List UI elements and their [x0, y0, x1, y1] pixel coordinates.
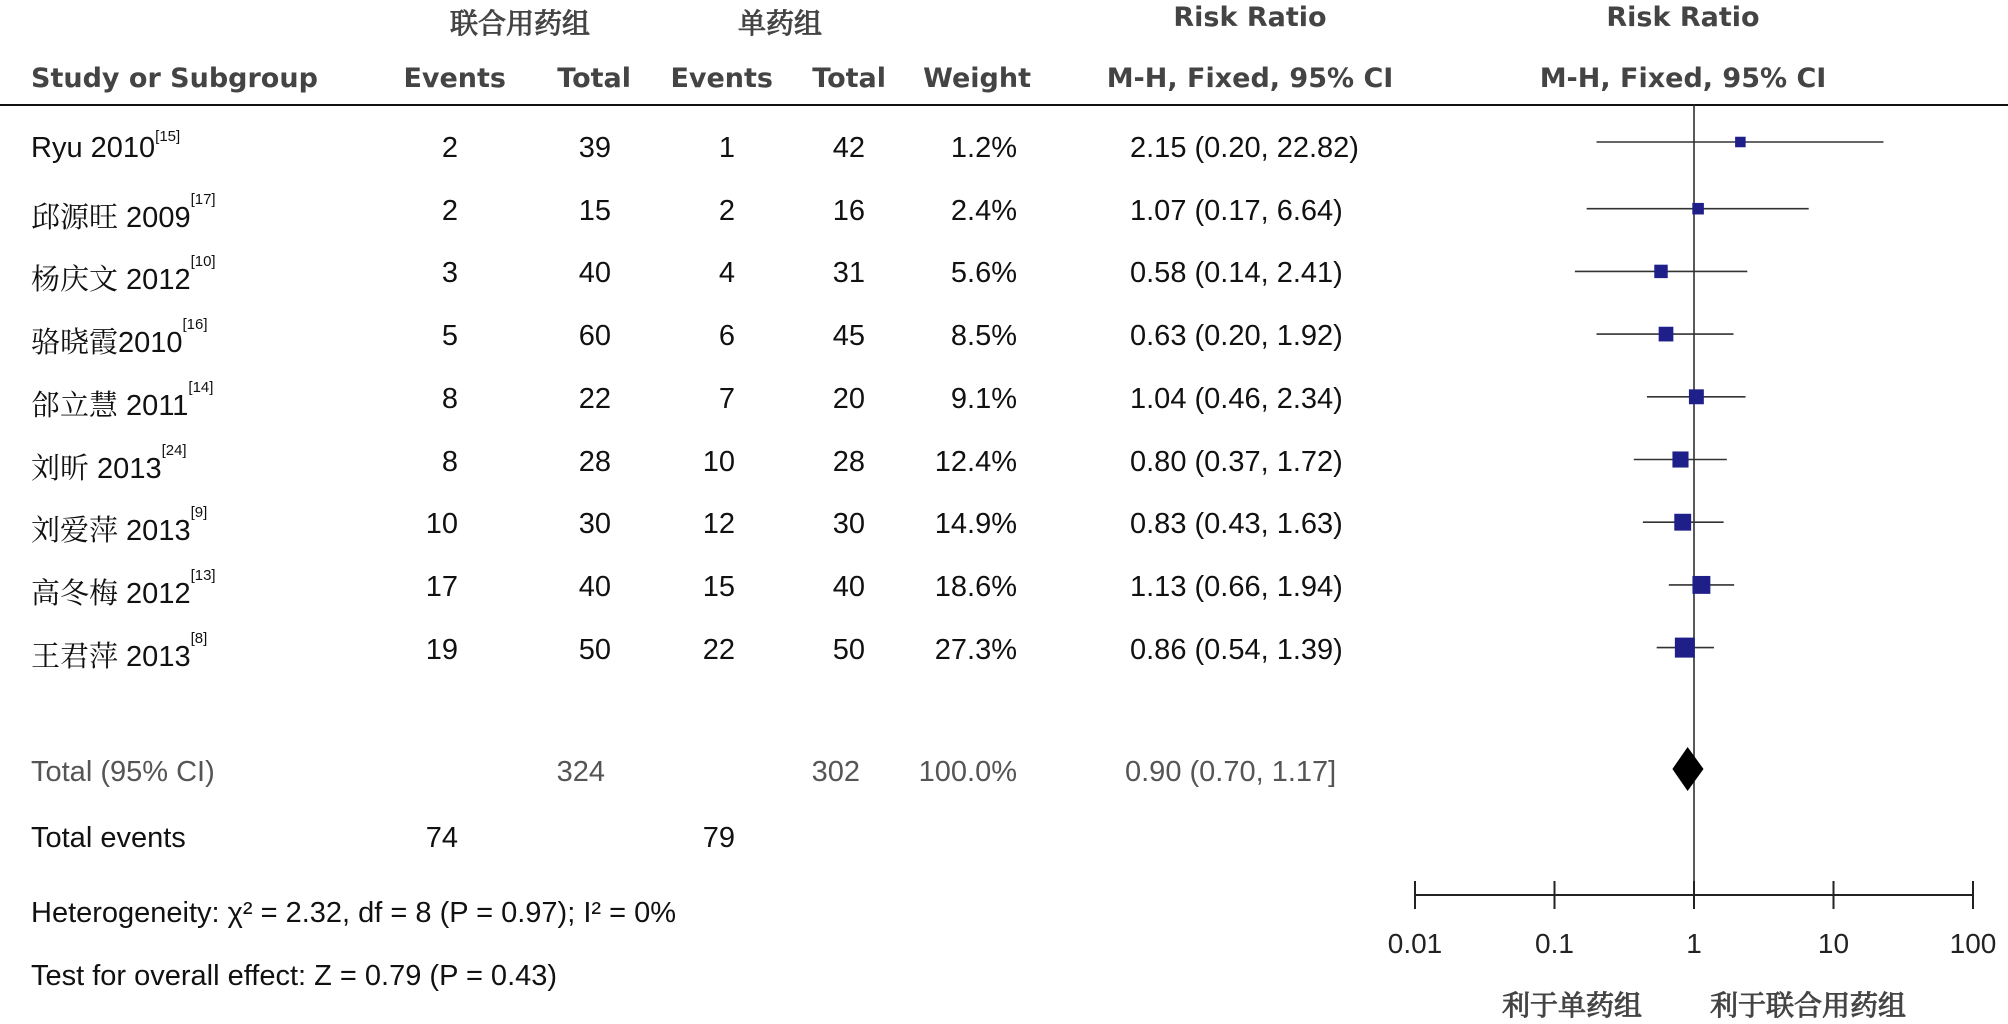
study-name: 郃立慧 2011[14]	[31, 378, 214, 422]
study-ci-text: 2.15 (0.20, 22.82)	[1130, 132, 1359, 164]
study-ci-text: 1.04 (0.46, 2.34)	[1130, 382, 1343, 415]
total-t2: 302	[811, 756, 860, 788]
study-name: 杨庆文 2012[10]	[31, 253, 216, 297]
study-total1: 28	[578, 445, 611, 478]
group2-header: 单药组	[737, 7, 822, 40]
study-ci-text: 0.80 (0.37, 1.72)	[1130, 445, 1343, 478]
col-events1-header: Events	[403, 63, 506, 94]
study-total1: 50	[578, 633, 611, 666]
x-tick-label: 0.1	[1535, 928, 1574, 959]
study-events1: 8	[441, 445, 458, 478]
point-estimate-square	[1675, 638, 1695, 658]
study-events1: 2	[441, 194, 458, 227]
study-events1: 10	[425, 508, 458, 541]
risk-ratio-title-right: Risk Ratio	[1606, 2, 1760, 33]
study-weight: 5.6%	[950, 257, 1017, 290]
study-reference: [24]	[161, 441, 187, 459]
study-name: 王君萍 2013[8]	[31, 629, 208, 673]
study-reference: [10]	[190, 253, 216, 271]
study-events2: 15	[702, 570, 735, 603]
overall-effect-text: Test for overall effect: Z = 0.79 (P = 0.43)	[31, 960, 558, 992]
x-tick-label: 100	[1949, 928, 1997, 959]
study-reference: [9]	[190, 504, 208, 522]
study-name: 高冬梅 2012[13]	[31, 566, 216, 610]
study-weight: 9.1%	[950, 382, 1017, 415]
study-weight: 27.3%	[934, 633, 1017, 666]
study-ci-text: 0.86 (0.54, 1.39)	[1130, 633, 1343, 666]
favor-left-label: 利于单药组	[1502, 989, 1643, 1022]
point-estimate-square	[1674, 514, 1691, 531]
point-estimate-square	[1735, 137, 1746, 148]
study-events1: 5	[441, 320, 458, 353]
study-weight: 2.4%	[950, 194, 1017, 227]
total-ci-text: 0.90 (0.70, 1.17]	[1125, 756, 1337, 788]
study-events1: 17	[425, 570, 458, 603]
study-reference: [14]	[188, 378, 214, 396]
group1-header: 联合用药组	[449, 7, 590, 40]
study-total1: 39	[578, 132, 611, 164]
study-name: Ryu 2010[15]	[31, 128, 181, 164]
study-total1: 40	[578, 570, 611, 603]
study-total1: 30	[578, 508, 611, 541]
study-total1: 15	[578, 194, 611, 227]
study-weight: 8.5%	[950, 320, 1017, 353]
study-ci-text: 0.83 (0.43, 1.63)	[1130, 508, 1343, 541]
heterogeneity-text: Heterogeneity: χ² = 2.32, df = 8 (P = 0.97); I² = 0%	[31, 897, 676, 929]
col-total1-header: Total	[557, 63, 631, 94]
study-events2: 12	[702, 508, 735, 541]
study-ci-text: 0.58 (0.14, 2.41)	[1130, 257, 1343, 290]
study-events2: 4	[718, 257, 735, 290]
study-events2: 10	[702, 445, 735, 478]
study-reference: [16]	[182, 316, 208, 334]
study-name: 骆晓霞2010[16]	[31, 316, 208, 360]
point-estimate-square	[1692, 576, 1710, 594]
study-total2: 45	[832, 320, 865, 353]
study-ci-text: 1.07 (0.17, 6.64)	[1130, 194, 1343, 227]
study-total1: 60	[578, 320, 611, 353]
point-estimate-square	[1654, 265, 1667, 278]
study-total1: 22	[578, 382, 611, 415]
total-events-e1: 74	[425, 822, 458, 854]
study-events2: 6	[718, 320, 735, 353]
study-name: 刘昕 2013[24]	[31, 441, 187, 485]
study-total2: 30	[832, 508, 865, 541]
study-ci-text: 0.63 (0.20, 1.92)	[1130, 320, 1343, 353]
study-events1: 8	[441, 382, 458, 415]
study-name: 刘爱萍 2013[9]	[31, 504, 208, 548]
col-ci-header-right: M-H, Fixed, 95% CI	[1539, 63, 1827, 94]
study-reference: [8]	[190, 629, 208, 647]
total-events-e2: 79	[702, 822, 735, 854]
study-weight: 14.9%	[934, 508, 1017, 541]
study-reference: [15]	[155, 128, 181, 145]
study-events2: 1	[718, 132, 735, 164]
study-events2: 7	[718, 382, 735, 415]
study-events1: 19	[425, 633, 458, 666]
col-ci-header-left: M-H, Fixed, 95% CI	[1106, 63, 1394, 94]
col-events2-header: Events	[670, 63, 773, 94]
point-estimate-square	[1692, 203, 1704, 215]
study-total1: 40	[578, 257, 611, 290]
study-total2: 40	[832, 570, 865, 603]
study-events2: 2	[718, 194, 735, 227]
study-total2: 16	[832, 194, 865, 227]
favor-right-label: 利于联合用药组	[1710, 989, 1907, 1022]
study-name: 邱源旺 2009[17]	[31, 190, 216, 234]
pooled-diamond	[1672, 747, 1703, 791]
point-estimate-square	[1659, 327, 1674, 342]
col-total2-header: Total	[812, 63, 886, 94]
study-weight: 1.2%	[950, 132, 1017, 164]
x-tick-label: 10	[1817, 928, 1850, 959]
study-events1: 2	[441, 132, 458, 164]
point-estimate-square	[1672, 451, 1688, 467]
study-total2: 20	[832, 382, 865, 415]
study-events2: 22	[702, 633, 735, 666]
total-t1: 324	[556, 756, 605, 788]
study-total2: 42	[832, 132, 865, 164]
total-weight: 100.0%	[918, 756, 1017, 788]
risk-ratio-title-left: Risk Ratio	[1173, 2, 1327, 33]
x-tick-label: 1	[1686, 928, 1702, 959]
study-ci-text: 1.13 (0.66, 1.94)	[1130, 570, 1343, 603]
study-total2: 31	[832, 257, 865, 290]
study-total2: 28	[832, 445, 865, 478]
col-study-header: Study or Subgroup	[31, 63, 318, 94]
study-weight: 12.4%	[934, 445, 1017, 478]
total-events-label: Total events	[31, 822, 186, 854]
point-estimate-square	[1689, 389, 1704, 404]
study-weight: 18.6%	[934, 570, 1017, 603]
study-reference: [17]	[190, 190, 216, 208]
x-tick-label: 0.01	[1387, 928, 1443, 959]
study-reference: [13]	[190, 566, 216, 584]
total-label: Total (95% CI)	[31, 756, 215, 788]
study-total2: 50	[832, 633, 865, 666]
study-events1: 3	[441, 257, 458, 290]
col-weight-header: Weight	[923, 63, 1031, 94]
